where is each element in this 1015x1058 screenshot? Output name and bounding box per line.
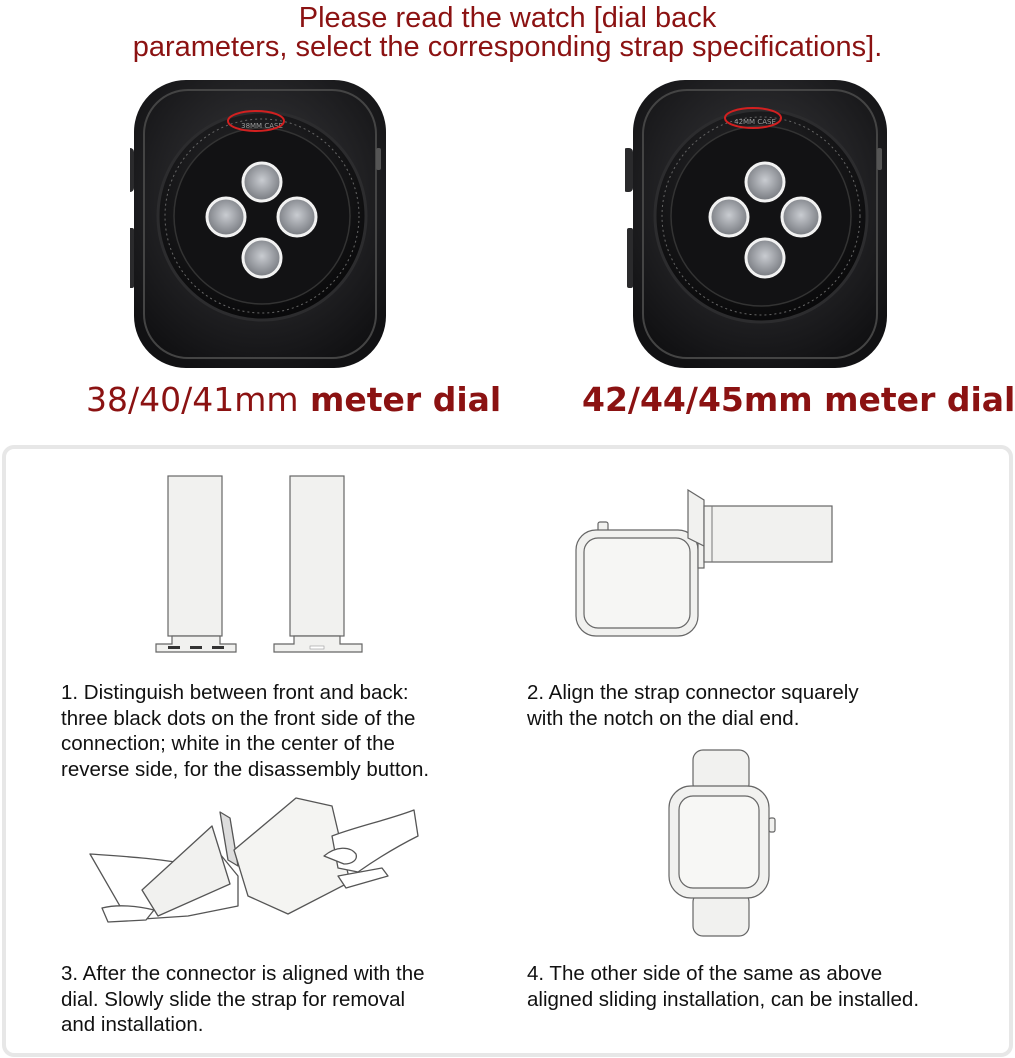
digital-crown xyxy=(625,148,633,192)
step-2-line: with the notch on the dial end. xyxy=(527,706,800,730)
step-3-line: 3. After the connector is aligned with the xyxy=(61,962,425,985)
step-1-line: 1. Distinguish between front and back: xyxy=(61,681,409,704)
step-2-text xyxy=(527,680,859,731)
step-4-line: 4. The other side of the same as above xyxy=(527,962,883,985)
installed-watch-illustration xyxy=(663,748,783,938)
step-1-line: three black dots on the front side of the xyxy=(61,706,416,730)
align-connector-illustration xyxy=(570,488,840,638)
step-1-text xyxy=(61,680,429,782)
small-dial-label xyxy=(86,380,501,419)
case-engraving: 38MM CASE xyxy=(241,122,283,130)
side-button xyxy=(130,228,134,288)
sensor-right xyxy=(278,198,316,236)
instruction-header xyxy=(0,0,1015,62)
watch-back-large-image xyxy=(625,78,895,373)
sensor-top xyxy=(746,163,784,201)
sensor-bottom xyxy=(746,239,784,277)
step-3-line: and installation. xyxy=(61,1013,204,1036)
large-dial-suffix: meter dial xyxy=(812,380,1015,419)
header-line-1: Please read the watch [dial back xyxy=(298,2,717,34)
header-line-2: parameters, select the corresponding strap specifications]. xyxy=(132,31,883,63)
step-3-text xyxy=(61,961,425,1038)
large-dial-size: 42/44/45mm xyxy=(582,380,813,419)
slide-strap-illustration xyxy=(88,796,428,946)
watch-back-small-image xyxy=(130,78,390,373)
step-4-line: aligned sliding installation, can be installed. xyxy=(527,987,920,1011)
sensor-bottom xyxy=(243,239,281,277)
case-engraving: 42MM CASE xyxy=(734,118,776,126)
step-2-line: 2. Align the strap connector squarely xyxy=(527,681,859,704)
sensor-left xyxy=(207,198,245,236)
step-4-text xyxy=(527,961,919,1012)
step-3-line: dial. Slowly slide the strap for removal xyxy=(61,987,406,1011)
side-button xyxy=(627,228,633,288)
step-1-line: reverse side, for the disassembly button. xyxy=(61,757,430,781)
sensor-right xyxy=(782,198,820,236)
sensor-left xyxy=(710,198,748,236)
step-1-line: connection; white in the center of the xyxy=(61,732,395,755)
strap-connectors-illustration xyxy=(150,474,370,659)
small-dial-suffix: meter dial xyxy=(298,380,502,419)
digital-crown xyxy=(130,148,134,192)
small-dial-size: 38/40/41mm xyxy=(86,380,299,419)
sensor-top xyxy=(243,163,281,201)
large-dial-label xyxy=(582,380,1015,419)
